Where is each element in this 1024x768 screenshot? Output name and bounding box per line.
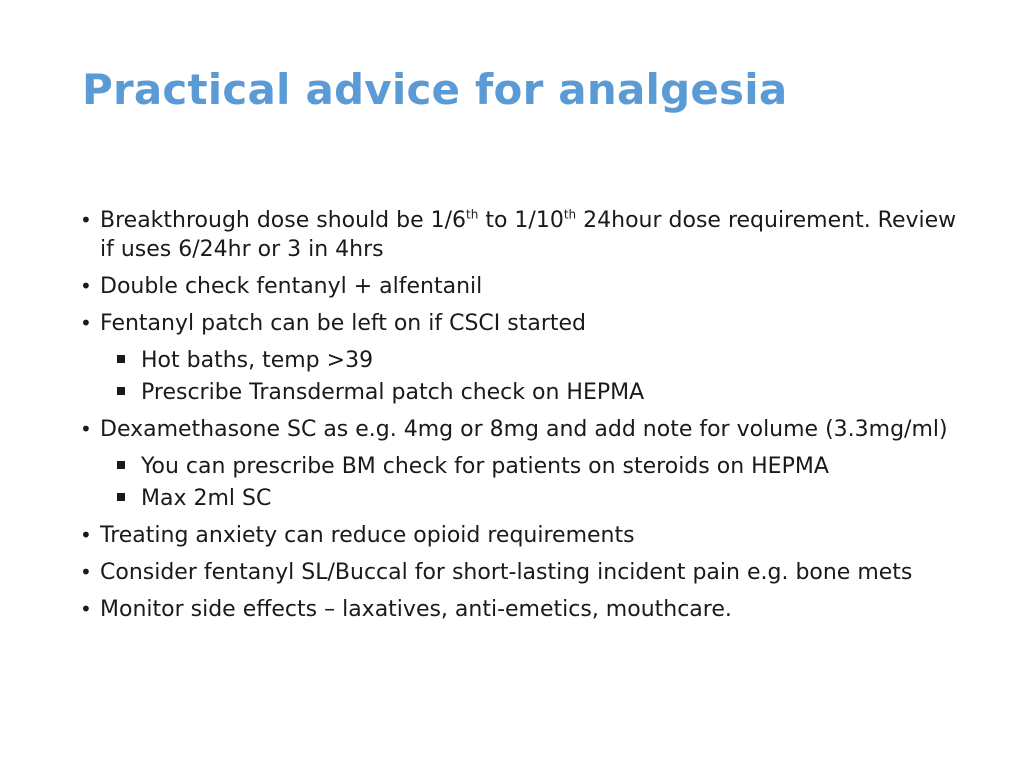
sub-bullet-list — [78, 346, 958, 407]
bullet-text: Fentanyl patch can be left on if CSCI started — [100, 311, 586, 336]
sub-bullet-item — [78, 484, 958, 513]
bullet-dot-icon: • — [80, 311, 92, 335]
bullet-item — [78, 595, 958, 624]
square-bullet-icon — [117, 387, 125, 395]
sub-bullet-item — [78, 378, 958, 407]
bullet-dot-icon: • — [80, 560, 92, 584]
bullet-dot-icon: • — [80, 208, 92, 232]
sub-bullet-item — [78, 346, 958, 375]
bullet-item — [78, 272, 958, 301]
bullet-list — [78, 206, 958, 632]
bullet-item — [78, 309, 958, 338]
bullet-dot-icon: • — [80, 523, 92, 547]
sub-bullet-item — [78, 452, 958, 481]
square-bullet-icon — [117, 493, 125, 501]
sub-bullet-list — [78, 452, 958, 513]
bullet-dot-icon: • — [80, 597, 92, 621]
sub-bullet-text: Hot baths, temp >39 — [141, 348, 374, 373]
bullet-text: Breakthrough dose should be 1/6th to 1/10th 24hour dose requirement. Review if uses 6/24hr or 3 in 4hrs — [100, 207, 957, 262]
bullet-text: Dexamethasone SC as e.g. 4mg or 8mg and add note for volume (3.3mg/ml) — [100, 417, 948, 442]
bullet-item — [78, 558, 958, 587]
bullet-text: Monitor side effects – laxatives, anti-emetics, mouthcare. — [100, 597, 732, 622]
square-bullet-icon — [117, 355, 125, 363]
sub-bullet-text: Prescribe Transdermal patch check on HEPMA — [141, 380, 645, 405]
bullet-item — [78, 415, 958, 444]
bullet-item — [78, 521, 958, 550]
bullet-dot-icon: • — [80, 417, 92, 441]
bullet-item — [78, 206, 958, 264]
slide-title: Practical advice for analgesia — [82, 65, 788, 114]
bullet-text: Double check fentanyl + alfentanil — [100, 274, 483, 299]
bullet-dot-icon: • — [80, 274, 92, 298]
bullet-text: Consider fentanyl SL/Buccal for short-lasting incident pain e.g. bone mets — [100, 560, 913, 585]
sub-bullet-text: You can prescribe BM check for patients on steroids on HEPMA — [141, 454, 829, 479]
bullet-text: Treating anxiety can reduce opioid requirements — [100, 523, 635, 548]
square-bullet-icon — [117, 461, 125, 469]
sub-bullet-text: Max 2ml SC — [141, 486, 272, 511]
